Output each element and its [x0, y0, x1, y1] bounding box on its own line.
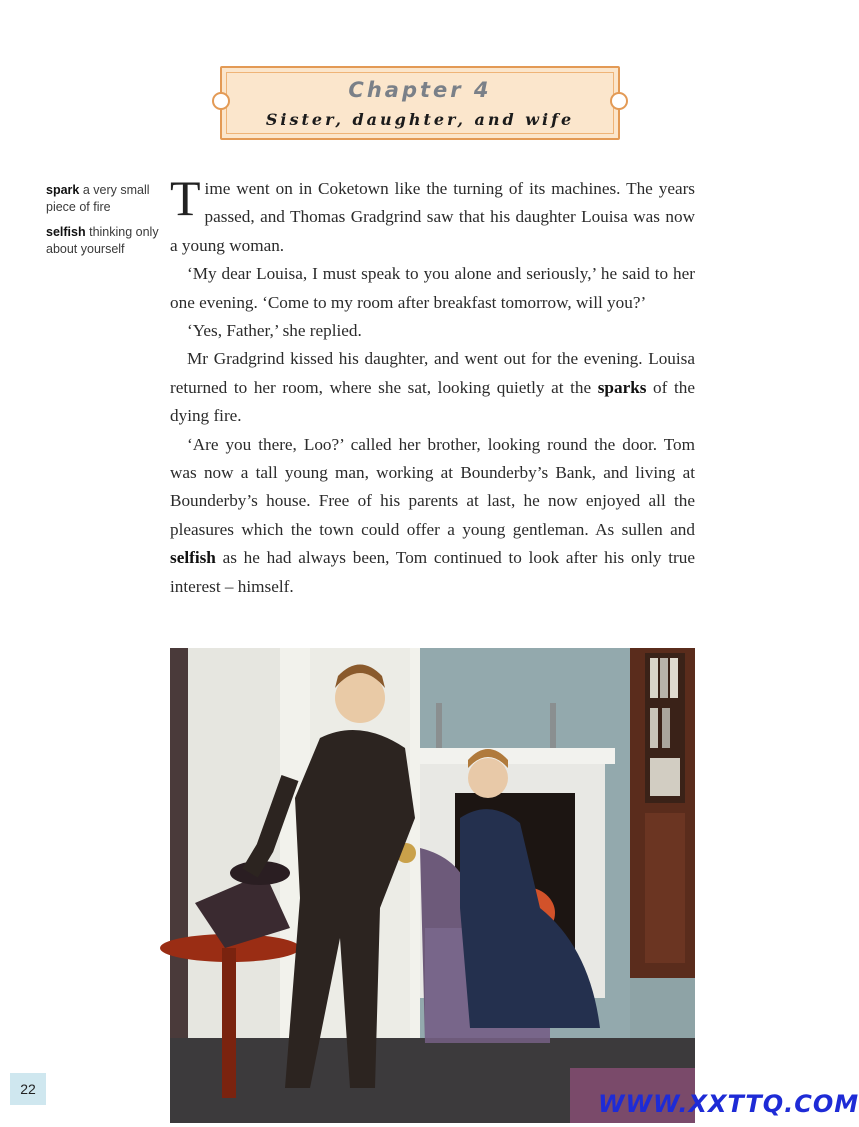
glossary-entry: [46, 182, 162, 216]
chapter-number: Chapter 4: [348, 78, 492, 102]
paragraph-text: of the dying fire.: [170, 377, 695, 426]
paragraph-text: as he had always been, Tom continued to look after his only true interest – himself.: [170, 548, 695, 596]
glossary-word: sparks: [597, 377, 647, 397]
paragraph: [170, 345, 695, 430]
paragraph: [170, 431, 695, 601]
paragraph: [170, 170, 695, 260]
glossary: [46, 182, 162, 266]
glossary-definition: thinking only about yourself: [46, 225, 159, 256]
drop-cap: T: [170, 170, 201, 226]
chapter-title: Sister, daughter, and wife: [265, 110, 575, 129]
glossary-term: spark: [46, 183, 80, 197]
louisa: [468, 758, 508, 798]
tom: [335, 673, 385, 723]
watermark: WWW.XXTTQ.COM: [598, 1090, 859, 1118]
candlestick: [550, 703, 556, 748]
paragraph-text: Mr Gradgrind kissed his daughter, and went out for the evening. Louisa returned to her room, where she sat, looking quietly at the: [170, 349, 695, 397]
paragraph: ‘My dear Louisa, I must speak to you alone and seriously,’ he said to her one evening. ‘Come to my room after breakfast tomorrow, will you?’: [170, 264, 695, 312]
candlestick: [436, 703, 442, 748]
glossary-definition: a very small piece of fire: [46, 183, 150, 214]
chapter-banner: [220, 66, 620, 140]
paragraph-text: ime went on in Coketown like the turning of its machines. The years passed, and Thomas Gradgrind saw that his daughter Louisa was now a young woman.: [170, 179, 695, 255]
illustration: [170, 648, 695, 1123]
paragraph: ‘Yes, Father,’ she replied.: [187, 321, 362, 341]
body-text: [170, 170, 695, 601]
glossary-entry: [46, 224, 162, 258]
glossary-word: selfish: [170, 548, 216, 568]
glossary-term: selfish: [46, 225, 86, 239]
paragraph-text: ‘Are you there, Loo?’ called her brother, looking round the door. Tom was now a tall young man, working at Bounderby’s Bank, and living at Bounderby’s house. Free of his parents at last, he now enjoyed all the pleasures which the town could offer a young gentleman. As sullen and: [170, 434, 695, 539]
page-number: 22: [10, 1073, 46, 1105]
